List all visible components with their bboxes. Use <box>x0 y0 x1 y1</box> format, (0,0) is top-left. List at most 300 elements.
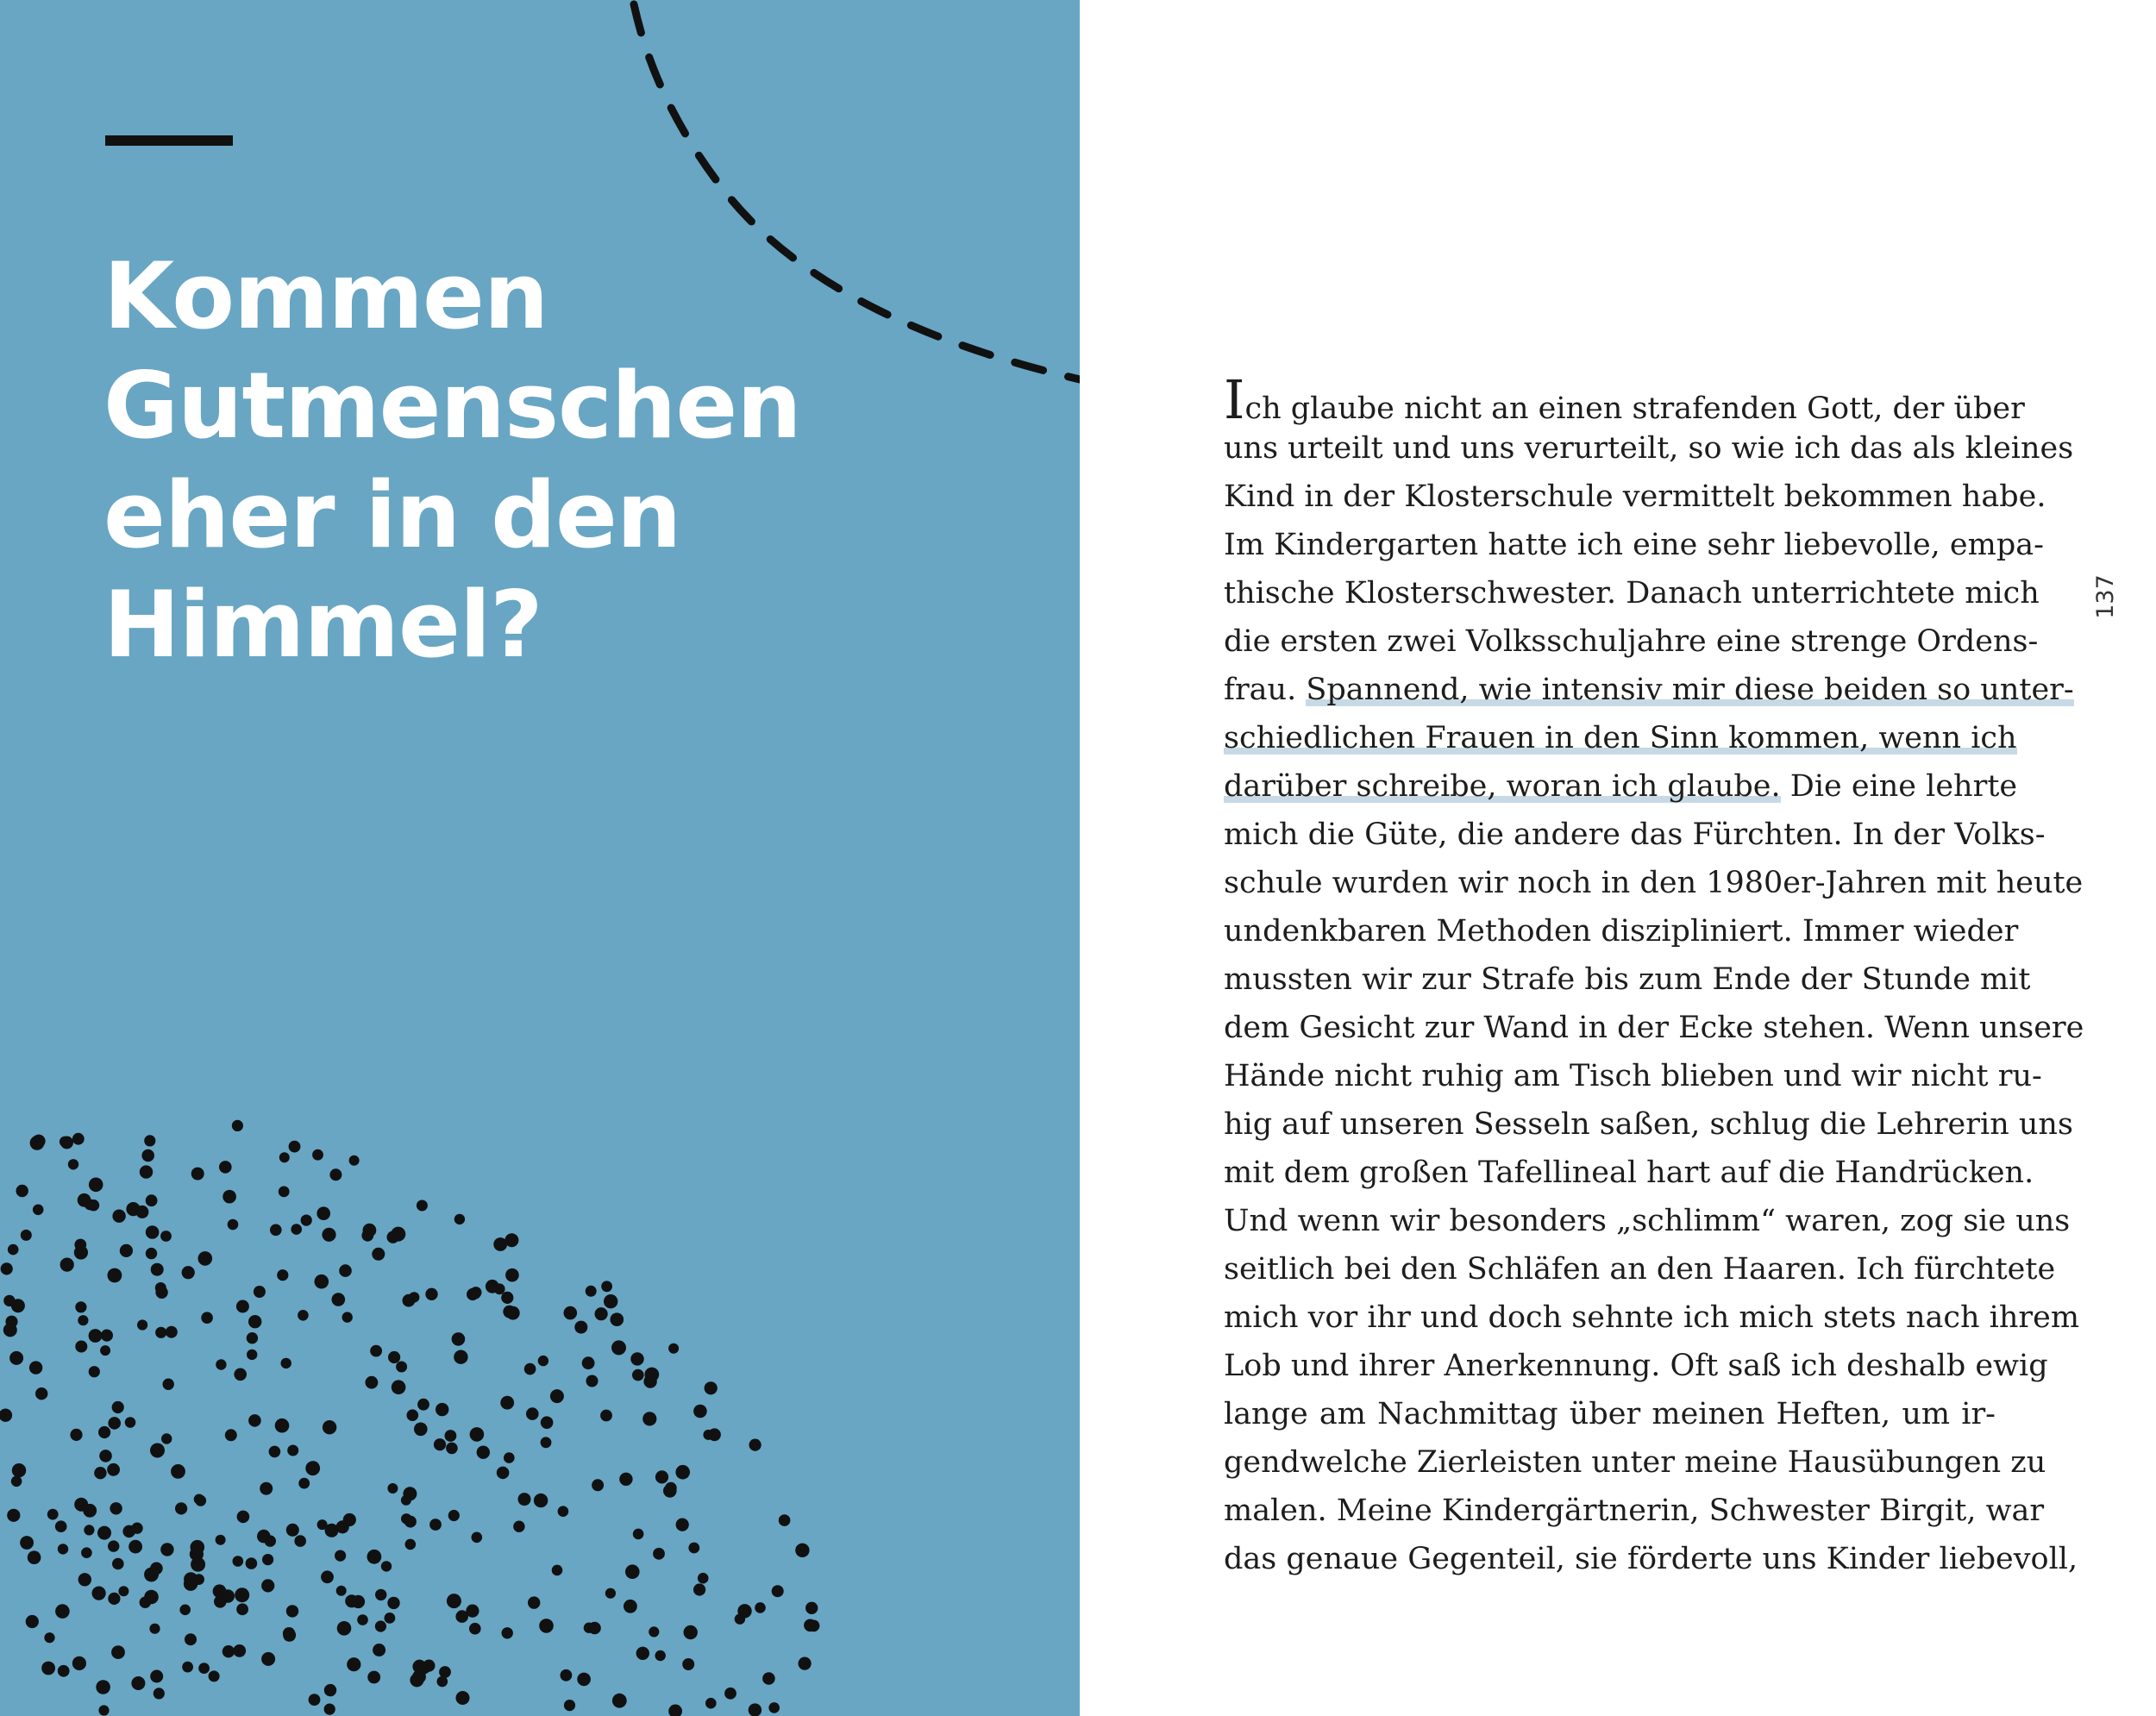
dot <box>99 1450 112 1462</box>
dot <box>454 1214 465 1224</box>
dot <box>396 1362 407 1373</box>
dot <box>84 1525 94 1535</box>
dot <box>248 1315 261 1328</box>
dot <box>455 1610 468 1623</box>
dot <box>332 1293 346 1306</box>
dot <box>20 1536 34 1550</box>
dot-pattern-decoration <box>0 1120 819 1716</box>
dot <box>11 1299 25 1312</box>
dot <box>81 1547 92 1558</box>
dot <box>564 1700 575 1711</box>
dot <box>298 1310 309 1321</box>
dot <box>414 1423 428 1437</box>
text-line <box>1224 907 2019 955</box>
text-segment: Die eine lehrte <box>1780 769 2018 804</box>
dot <box>381 1561 392 1571</box>
highlighted-passage: schiedlichen Frauen in den Sinn kommen, wenn ich <box>1224 721 2017 755</box>
dot <box>705 1381 718 1394</box>
highlighted-passage: darüber schreibe, woran ich glaube. <box>1224 769 1781 804</box>
dot <box>417 1200 428 1212</box>
dot <box>75 1341 87 1353</box>
dot <box>101 1330 113 1342</box>
dot <box>222 1589 235 1602</box>
text-line <box>1224 473 2046 521</box>
dot <box>630 1352 643 1365</box>
chapter-title-line: Himmel? <box>103 572 542 678</box>
text-line <box>1224 955 2031 1004</box>
dot <box>682 1658 694 1670</box>
dot <box>755 1602 766 1613</box>
text-line <box>1224 617 2039 666</box>
text-segment: mussten wir zur Strafe bis zum Ende der Stunde mit <box>1224 962 2031 997</box>
page-number: 137 <box>2092 574 2119 619</box>
dot <box>586 1375 599 1387</box>
dot <box>96 1680 110 1694</box>
text-segment: Kind in der Klosterschule vermittelt bekommen habe. <box>1224 479 2046 514</box>
dot <box>795 1544 809 1557</box>
dot <box>335 1550 346 1562</box>
text-segment: gendwelche Zierleisten unter meine Hausübungen zu <box>1224 1445 2046 1480</box>
dot <box>337 1621 352 1636</box>
dot <box>447 1594 461 1608</box>
dot <box>140 1165 153 1178</box>
text-line <box>1224 1149 2034 1197</box>
text-line <box>1224 1004 2084 1052</box>
dot <box>155 1282 166 1293</box>
dot <box>89 1178 103 1193</box>
text-line <box>1224 1342 2048 1390</box>
dot <box>135 1206 148 1218</box>
dot <box>619 1473 632 1486</box>
dot <box>708 1428 721 1441</box>
dot <box>191 1168 204 1181</box>
dot <box>131 1676 145 1690</box>
dot <box>469 1623 481 1635</box>
dot <box>277 1269 288 1281</box>
dot <box>118 1586 128 1596</box>
dot <box>262 1554 273 1565</box>
dot <box>649 1626 659 1637</box>
dot <box>387 1483 398 1494</box>
dot <box>404 1516 417 1528</box>
dot <box>112 1558 124 1570</box>
dot <box>8 1244 19 1256</box>
dot <box>668 1343 679 1354</box>
dot <box>564 1306 578 1320</box>
dot <box>35 1387 47 1400</box>
dot <box>436 1403 448 1416</box>
dot <box>502 1627 513 1638</box>
dot <box>439 1666 451 1678</box>
dot <box>454 1350 467 1364</box>
text-line <box>1224 859 2084 907</box>
dot <box>600 1410 612 1422</box>
dot <box>539 1619 554 1633</box>
dot <box>561 1669 573 1682</box>
text-line <box>1224 811 2046 859</box>
text-line <box>1224 1390 1996 1438</box>
dot <box>70 1429 82 1441</box>
dot <box>446 1443 458 1455</box>
dot <box>92 1587 106 1600</box>
dot <box>407 1409 419 1421</box>
text-line <box>1224 569 2040 617</box>
dot <box>528 1596 540 1608</box>
dot <box>261 1579 274 1592</box>
dot <box>60 1137 70 1147</box>
dot <box>500 1396 514 1410</box>
dot <box>437 1676 448 1688</box>
dot <box>72 1657 86 1670</box>
dot <box>216 1359 226 1369</box>
dot <box>236 1300 249 1313</box>
dot <box>146 1568 159 1581</box>
dot <box>68 1159 78 1169</box>
dot <box>41 1662 55 1675</box>
dot <box>417 1399 429 1411</box>
dot <box>125 1417 136 1428</box>
text-line <box>1224 1293 2080 1342</box>
dot <box>737 1604 751 1618</box>
dot <box>298 1478 310 1489</box>
dot <box>470 1427 485 1442</box>
dot <box>260 1482 273 1495</box>
text-line <box>1224 1438 2046 1487</box>
dot <box>312 1149 323 1161</box>
dot <box>248 1414 261 1427</box>
text-segment: die ersten zwei Volksschuljahre eine strenge Ordens- <box>1224 624 2039 659</box>
dot <box>665 1482 677 1494</box>
dot <box>367 1671 380 1684</box>
dot <box>83 1504 97 1518</box>
dot <box>270 1224 282 1237</box>
dot <box>286 1524 299 1537</box>
dot <box>44 1632 54 1643</box>
dot <box>497 1467 510 1480</box>
dot <box>675 1465 690 1480</box>
dot <box>655 1470 668 1483</box>
dot <box>287 1445 298 1456</box>
dot <box>552 1565 563 1576</box>
dot <box>144 1135 155 1146</box>
dot <box>367 1550 382 1564</box>
text-segment: mich die Güte, die andere das Fürchten. In der Volks- <box>1224 817 2046 852</box>
dot <box>26 1615 39 1628</box>
dot <box>804 1619 817 1632</box>
text-segment: dem Gesicht zur Wand in der Ecke stehen. Wenn unsere <box>1224 1011 2084 1045</box>
dot <box>107 1463 120 1476</box>
dot <box>182 1266 195 1279</box>
dot <box>504 1452 515 1463</box>
dot <box>150 1444 165 1458</box>
dot <box>768 1702 780 1713</box>
dot <box>75 1301 86 1312</box>
dot <box>301 1215 312 1226</box>
dot <box>472 1532 483 1544</box>
dot <box>624 1600 637 1613</box>
dot <box>772 1585 784 1597</box>
dot <box>633 1529 644 1540</box>
text-segment: mich vor ihr und doch sehnte ich mich stets nach ihrem <box>1224 1300 2080 1335</box>
dot <box>642 1412 656 1425</box>
dot <box>150 1670 163 1683</box>
text-line <box>1224 714 2017 762</box>
text-segment: thische Klosterschwester. Danach unterrichtete mich <box>1224 576 2040 611</box>
dot <box>456 1691 470 1705</box>
dot <box>321 1570 334 1583</box>
dot <box>339 1264 352 1277</box>
dot <box>55 1520 67 1532</box>
dot <box>345 1594 358 1607</box>
dot <box>445 1430 457 1442</box>
dot <box>448 1510 460 1521</box>
dot <box>577 1673 591 1687</box>
dot <box>493 1237 507 1251</box>
dot <box>16 1185 28 1197</box>
dot <box>582 1356 595 1369</box>
dot <box>55 1604 70 1619</box>
dot <box>625 1564 640 1579</box>
dot <box>405 1539 417 1550</box>
dot <box>107 1268 122 1283</box>
dot <box>171 1464 185 1479</box>
dot <box>684 1625 698 1639</box>
chapter-title <box>103 241 966 680</box>
dot <box>762 1672 775 1685</box>
dot <box>182 1662 193 1673</box>
dot <box>198 1251 213 1266</box>
text-line <box>1224 1197 2071 1245</box>
text-line <box>1224 1535 2078 1583</box>
text-segment: Hände nicht ruhig am Tisch blieben und wir nicht ru- <box>1224 1059 2042 1093</box>
dot <box>58 1544 68 1554</box>
dot <box>98 1426 110 1438</box>
dot <box>275 1419 290 1433</box>
dot <box>160 1231 172 1242</box>
dot <box>601 1281 612 1292</box>
dot <box>588 1622 601 1635</box>
dot <box>668 1705 682 1716</box>
text-line <box>1224 666 2074 714</box>
dot <box>655 1650 666 1661</box>
dot <box>343 1513 356 1526</box>
dot <box>155 1327 166 1338</box>
text-line <box>1224 368 2025 431</box>
dot <box>283 1629 296 1642</box>
dot <box>146 1194 158 1206</box>
dot <box>154 1688 165 1699</box>
dot <box>233 1644 246 1657</box>
dot <box>279 1187 290 1198</box>
dot <box>144 1590 159 1605</box>
dot <box>247 1332 258 1343</box>
dot <box>363 1224 377 1237</box>
dot <box>161 1433 172 1444</box>
dot <box>315 1274 329 1289</box>
dot <box>705 1698 717 1709</box>
text-segment: malen. Meine Kindergärtnerin, Schwester Birgit, war <box>1224 1494 2045 1528</box>
dot <box>391 1227 405 1242</box>
text-segment: Und wenn wir besonders „schlimm“ waren, zog sie uns <box>1224 1204 2071 1238</box>
dot <box>534 1494 548 1507</box>
dot <box>409 1292 419 1302</box>
dot <box>225 1429 237 1441</box>
dot <box>185 1633 197 1645</box>
dot <box>58 1665 70 1677</box>
dot <box>286 1605 298 1617</box>
dot <box>375 1589 386 1600</box>
dot <box>429 1519 442 1531</box>
dot <box>179 1605 191 1616</box>
dot <box>605 1588 616 1599</box>
dot <box>317 1206 330 1220</box>
dot <box>78 1573 91 1586</box>
dot <box>425 1288 437 1300</box>
dot <box>586 1286 597 1297</box>
dot <box>184 1577 197 1591</box>
dot <box>336 1586 347 1596</box>
dot <box>373 1644 385 1657</box>
dot <box>163 1379 174 1390</box>
dot <box>141 1149 154 1162</box>
text-segment: ch glaube nicht an einen strafenden Gott, der über <box>1244 391 2025 426</box>
dot <box>222 1190 236 1204</box>
dot <box>503 1306 516 1318</box>
dot <box>195 1495 206 1506</box>
dot <box>688 1543 699 1554</box>
text-line <box>1224 762 2018 811</box>
dot <box>434 1438 446 1450</box>
dot <box>131 1523 142 1534</box>
dot <box>237 1511 250 1524</box>
dot <box>1 1262 13 1274</box>
text-segment: Im Kindergarten hatte ich eine sehr liebevolle, empa- <box>1224 528 2044 562</box>
dot <box>291 1224 302 1235</box>
dot <box>149 1624 160 1634</box>
dot <box>410 1673 423 1687</box>
dot <box>246 1557 258 1569</box>
dot <box>3 1323 17 1337</box>
dot <box>112 1401 124 1413</box>
dot <box>401 1495 411 1506</box>
dot <box>78 1315 88 1325</box>
dot <box>7 1509 20 1522</box>
dot <box>89 1366 100 1377</box>
dot <box>372 1248 385 1261</box>
dot <box>347 1657 360 1671</box>
dot <box>342 1312 353 1322</box>
dot <box>526 1407 539 1420</box>
dot <box>611 1340 626 1355</box>
dot <box>108 1417 121 1430</box>
dot <box>653 1548 665 1560</box>
dot <box>236 1603 248 1615</box>
dot <box>470 1287 481 1298</box>
dot <box>269 1446 281 1458</box>
dot <box>558 1506 569 1517</box>
dot <box>234 1368 247 1381</box>
dot <box>501 1292 513 1304</box>
dot <box>28 1550 41 1564</box>
dot <box>324 1684 336 1696</box>
dot <box>392 1380 406 1394</box>
highlighted-passage: Spannend, wie intensiv mir diese beiden so unter- <box>1306 673 2074 707</box>
dot <box>160 1543 173 1556</box>
dot <box>191 1540 205 1555</box>
dot <box>385 1613 396 1624</box>
text-segment: mit dem großen Tafellineal hart auf die Handrücken. <box>1224 1155 2034 1190</box>
dot <box>693 1583 705 1595</box>
dot <box>201 1312 213 1324</box>
text-line <box>1224 1052 2042 1100</box>
dot <box>21 1230 32 1241</box>
dot <box>128 1540 142 1554</box>
chapter-title-line: Gutmenschen <box>103 353 801 459</box>
dot <box>749 1703 761 1716</box>
dot <box>749 1439 761 1451</box>
dot <box>209 1670 220 1682</box>
text-line <box>1224 424 2074 473</box>
dot <box>366 1376 379 1389</box>
dot <box>12 1463 26 1477</box>
dot <box>698 1573 709 1584</box>
dot <box>235 1588 249 1602</box>
dot <box>799 1657 812 1670</box>
dot <box>108 1593 120 1605</box>
dot <box>309 1694 321 1706</box>
dot <box>110 1502 122 1514</box>
dot <box>550 1389 564 1403</box>
dot <box>452 1332 466 1346</box>
dot <box>805 1602 818 1614</box>
dot <box>574 1321 587 1334</box>
text-segment: undenkbaren Methoden diszipliniert. Immer wieder <box>1224 914 2019 949</box>
dot <box>247 1350 257 1360</box>
dot <box>477 1446 490 1459</box>
dot <box>693 1405 707 1419</box>
dot <box>611 1312 624 1326</box>
dot <box>146 1225 160 1239</box>
dot <box>120 1244 133 1257</box>
text-line <box>1224 1487 2045 1535</box>
text-segment: Lob und ihrer Anerkennung. Oft saß ich deshalb ewig <box>1224 1349 2048 1383</box>
dot <box>388 1351 400 1363</box>
dot <box>219 1161 232 1174</box>
dot <box>29 1361 42 1374</box>
chapter-title-line: eher in den <box>103 462 681 568</box>
dot <box>166 1326 178 1338</box>
dot <box>644 1368 659 1382</box>
body-text <box>1224 368 2084 1583</box>
drop-cap: I <box>1224 368 1245 431</box>
dot <box>9 1351 23 1365</box>
dot <box>518 1493 531 1506</box>
dot <box>323 1420 336 1434</box>
text-segment: frau. <box>1224 673 1307 707</box>
dot <box>60 1258 74 1272</box>
dot <box>357 1614 368 1625</box>
dot <box>779 1514 791 1526</box>
dot <box>349 1155 360 1166</box>
heading-rule <box>105 135 233 146</box>
dot <box>279 1152 290 1162</box>
dot <box>322 1228 335 1242</box>
dot <box>100 1345 110 1356</box>
dot <box>0 1409 12 1422</box>
dot <box>47 1509 59 1520</box>
dot <box>538 1356 548 1366</box>
dot <box>233 1556 244 1567</box>
